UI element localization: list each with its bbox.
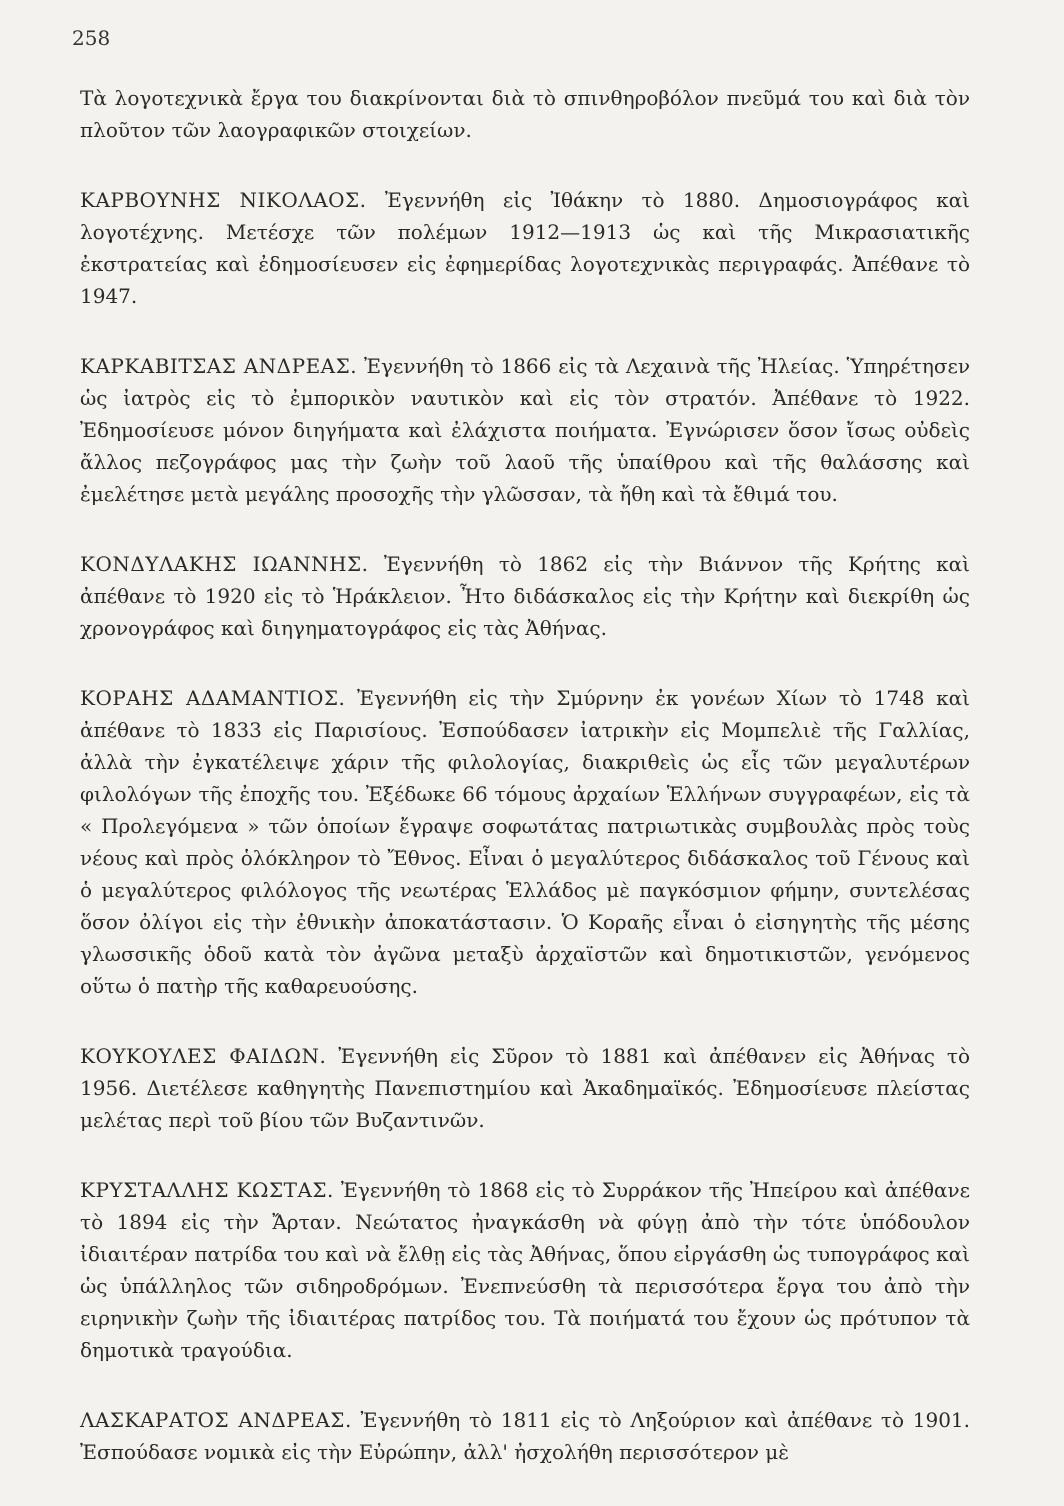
entry-text: Ἐγεννήθη εἰς Σῦρον τὸ 1881 καὶ ἀπέθανεν εἰς Ἀθήνας τὸ 1956. Διετέλεσε καθηγητὴς Πανεπιστημίου καὶ Ἀκαδημαϊκός. Ἐδημοσίευσε πλείστας μελέτας περὶ τοῦ βίου τῶν Βυζαντινῶν.: [80, 1044, 970, 1132]
entry-korais: [80, 682, 970, 1002]
entry-laskaratos: [80, 1404, 970, 1468]
entry-name: ΚΑΡΒΟΥΝΗΣ ΝΙΚΟΛΑΟΣ.: [80, 188, 367, 212]
intro-paragraph: [80, 82, 970, 146]
intro-text: Τὰ λογοτεχνικὰ ἔργα του διακρίνονται διὰ τὸ σπινθηροβόλον πνεῦμά του καὶ διὰ τὸν πλοῦτον τῶν λαογραφικῶν στοιχείων.: [80, 86, 970, 142]
entry-text: Ἐγεννήθη τὸ 1862 εἰς τὴν Βιάννον τῆς Κρήτης καὶ ἀπέθανε τὸ 1920 εἰς τὸ Ἡράκλειον. Ἦτο διδάσκαλος εἰς τὴν Κρήτην καὶ διεκρίθη ὡς χρονογράφος καὶ διηγηματογράφος εἰς τὰς Ἀθήνας.: [80, 552, 970, 640]
entry-name: ΛΑΣΚΑΡΑΤΟΣ ΑΝΔΡΕΑΣ.: [80, 1408, 352, 1432]
page-number: 258: [72, 26, 111, 50]
entry-kondylakis: [80, 548, 970, 644]
entry-name: ΚΟΝΔΥΛΑΚΗΣ ΙΩΑΝΝΗΣ.: [80, 552, 369, 576]
entry-name: ΚΟΥΚΟΥΛΕΣ ΦΑΙΔΩΝ.: [80, 1044, 327, 1068]
entry-name: ΚΑΡΚΑΒΙΤΣΑΣ ΑΝΔΡΕΑΣ.: [80, 354, 358, 378]
page-content: [80, 82, 970, 1506]
entry-text: Ἐγεννήθη τὸ 1868 εἰς τὸ Συρράκον τῆς Ἠπείρου καὶ ἀπέθανε τὸ 1894 εἰς τὴν Ἄρταν. Νεώτατος ἠναγκάσθη νὰ φύγῃ ἀπὸ τὴν τότε ὑπόδουλον ἰδιαιτέραν πατρίδα του καὶ νὰ ἔλθῃ εἰς τὰς Ἀθήνας, ὅπου εἰργάσθη ὡς τυπογράφος καὶ ὡς ὑπάλληλος τῶν σιδηροδρόμων. Ἐνεπνεύσθη τὰ περισσότερα ἔργα του ἀπὸ τὴν ειρηνικὴν ζωὴν τῆς ἰδιαιτέρας πατρίδος του. Τὰ ποιήματά του ἔχουν ὡς πρότυπον τὰ δημοτικὰ τραγούδια.: [80, 1178, 971, 1362]
entry-koukoules: [80, 1040, 970, 1136]
entry-text: Ἐγεννήθη εἰς Ἰθάκην τὸ 1880. Δημοσιογράφος καὶ λογοτέχνης. Μετέσχε τῶν πολέμων 1912—1913 ὡς καὶ τῆς Μικρασιατικῆς ἐκστρατείας καὶ ἐδημοσίευσεν εἰς ἐφημερίδας λογοτεχνικὰς περιγραφάς. Ἀπέθανε τὸ 1947.: [80, 188, 970, 308]
entry-text: Ἐγεννήθη τὸ 1866 εἰς τὰ Λεχαινὰ τῆς Ἠλείας. Ὑπηρέτησεν ὡς ἰατρὸς εἰς τὸ ἐμπορικὸν ναυτικὸν καὶ εἰς τὸν στρατόν. Ἀπέθανε τὸ 1922. Ἐδημοσίευσε μόνον διηγήματα καὶ ἐλάχιστα ποιήματα. Ἐγνώρισεν ὅσον ἴσως οὐδεὶς ἄλλος πεζογράφος μας τὴν ζωὴν τοῦ λαοῦ τῆς ὑπαίθρου καὶ τῆς θαλάσσης καὶ ἐμελέτησε μετὰ μεγάλης προσοχῆς τὴν γλῶσσαν, τὰ ἤθη καὶ τὰ ἔθιμά του.: [80, 354, 970, 506]
entry-name: ΚΡΥΣΤΑΛΛΗΣ ΚΩΣΤΑΣ.: [80, 1178, 334, 1202]
entry-text: Ἐγεννήθη τὸ 1811 εἰς τὸ Ληξούριον καὶ ἀπέθανε τὸ 1901. Ἐσπούδασε νομικὰ εἰς τὴν Εὐρώπην, ἀλλ' ἠσχολήθη περισσότερον μὲ: [80, 1408, 971, 1464]
entry-krystallis: [80, 1174, 970, 1366]
entry-name: ΚΟΡΑΗΣ ΑΔΑΜΑΝΤΙΟΣ.: [80, 686, 346, 710]
entry-karkavitsas: [80, 350, 970, 510]
entry-text: Ἐγεννήθη εἰς τὴν Σμύρνην ἐκ γονέων Χίων τὸ 1748 καὶ ἀπέθανε τὸ 1833 εἰς Παρισίους. Ἐσπούδασεν ἰατρικὴν εἰς Μομπελιὲ τῆς Γαλλίας, ἀλλὰ τὴν ἐγκατέλειψε χάριν τῆς φιλολογίας, διακριθεὶς ὡς εἷς τῶν μεγαλυτέρων φιλολόγων τῆς ἐποχῆς του. Ἐξέδωκε 66 τόμους ἀρχαίων Ἑλλήνων συγγραφέων, εἰς τὰ « Προλεγόμενα » τῶν ὁποίων ἔγραψε σοφωτάτας πατριωτικὰς συμβουλὰς πρὸς τοὺς νέους καὶ πρὸς ὁλόκληρον τὸ Ἔθνος. Εἶναι ὁ μεγαλύτερος διδάσκαλος τοῦ Γένους καὶ ὁ μεγαλύτερος φιλόλογος τῆς νεωτέρας Ἑλλάδος μὲ παγκόσμιον φήμην, συντελέσας ὅσον ὀλίγοι εἰς τὴν ἐθνικὴν ἀποκατάστασιν. Ὁ Κοραῆς εἶναι ὁ εἰσηγητὴς τῆς μέσης γλωσσικῆς ὁδοῦ κατὰ τὸν ἀγῶνα μεταξὺ ἀρχαϊστῶν καὶ δημοτικιστῶν, γενόμενος οὕτω ὁ πατὴρ τῆς καθαρευούσης.: [80, 686, 970, 998]
entry-karvounis: [80, 184, 970, 312]
